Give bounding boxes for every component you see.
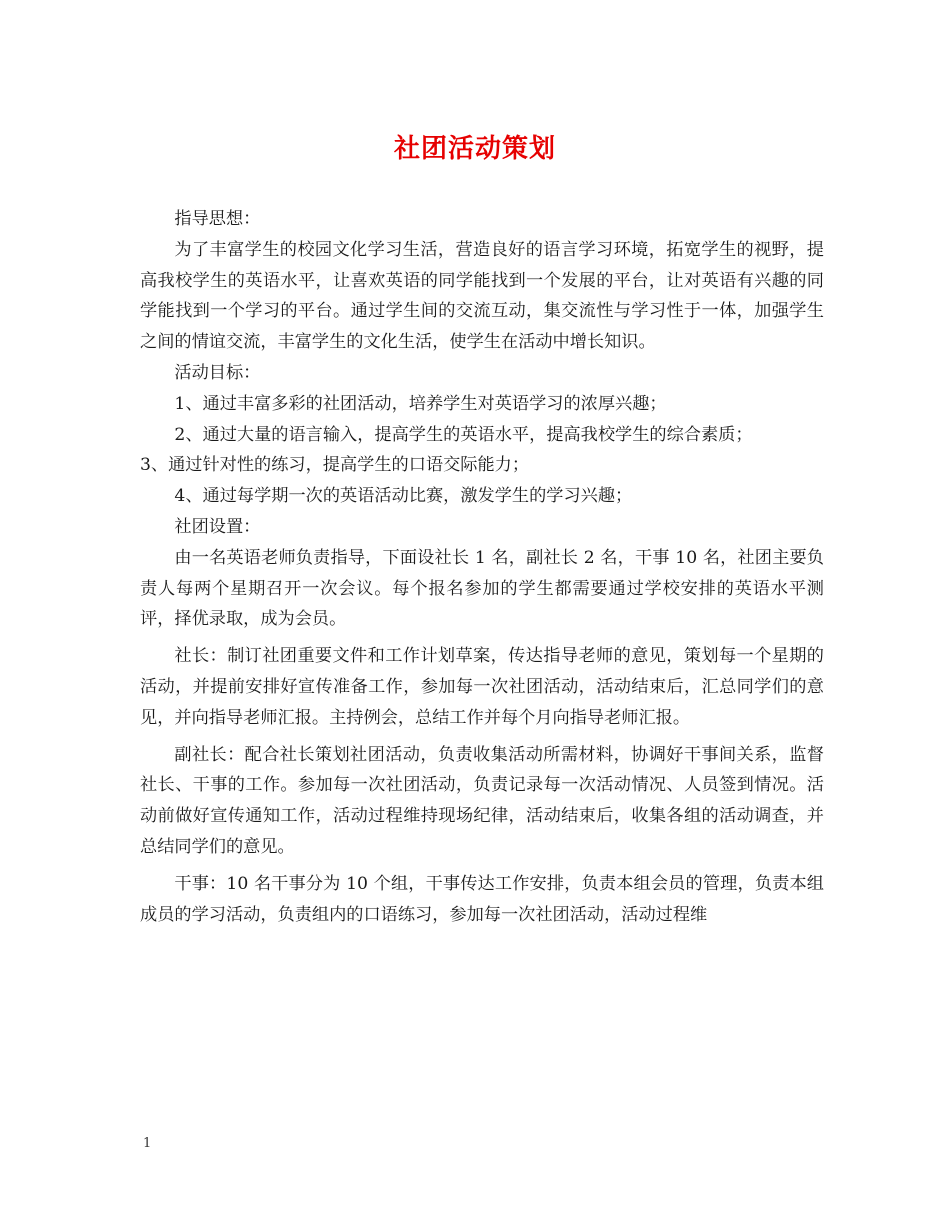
goal-item-1: 1、通过丰富多彩的社团活动，培养学生对英语学习的浓厚兴趣； (174, 393, 667, 414)
goal-item-4: 4、通过每学期一次的英语活动比赛，激发学生的学习兴趣； (174, 486, 633, 507)
guiding-paragraph: 为了丰富学生的校园文化学习生活，营造良好的语言学习环境，拓宽学生的视野，提高我校学生的英语水平，让喜欢英语的同学能找到一个发展的平台，让对英语有兴趣的同学能找到一个学习的平台。通过学生间的交流互动，集交流性与学习性于一体，加强学生之间的情谊交流，丰富学生的文化生活，使学生在活动中增长知识。 (140, 239, 824, 353)
vice-president-paragraph: 副社长：配合社长策划社团活动，负责收集活动所需材料，协调好干事间关系，监督社长、干事的工作。参加每一次社团活动，负责记录每一次活动情况、人员签到情况。活动前做好宣传通知工作，活动过程维持现场纪律，活动结束后，收集各组的活动调查，并总结同学们的意见。 (140, 744, 824, 857)
document-body (140, 204, 824, 930)
goal-item-3: 3、通过针对性的练习，提高学生的口语交际能力； (140, 455, 530, 476)
setup-paragraph: 由一名英语老师负责指导，下面设社长 1 名，副社长 2 名，干事 10 名，社团主要负责人每两个星期召开一次会议。每个报名参加的学生都需要通过学校安排的英语水平测评，择优录取，成为会员。 (140, 547, 824, 630)
guiding-heading: 指导思想： (174, 209, 261, 229)
document-title: 社团活动策划 (393, 134, 556, 164)
president-paragraph: 社长：制订社团重要文件和工作计划草案，传达指导老师的意见，策划每一个星期的活动，并提前安排好宣传准备工作，参加每一次社团活动，活动结束后，汇总同学们的意见，并向指导老师汇报。主持例会，总结工作并每个月向指导老师汇报。 (140, 646, 824, 728)
staff-paragraph: 干事：10 名干事分为 10 个组，干事传达工作安排，负责本组会员的管理，负责本组成员的学习活动，负责组内的口语练习，参加每一次社团活动，活动过程维 (140, 873, 824, 925)
goals-heading: 活动目标： (174, 362, 261, 383)
goal-item-2: 2、通过大量的语言输入，提高学生的英语水平，提高我校学生的综合素质； (174, 424, 753, 445)
setup-heading: 社团设置： (174, 516, 261, 537)
page-number: 1 (143, 1136, 152, 1151)
